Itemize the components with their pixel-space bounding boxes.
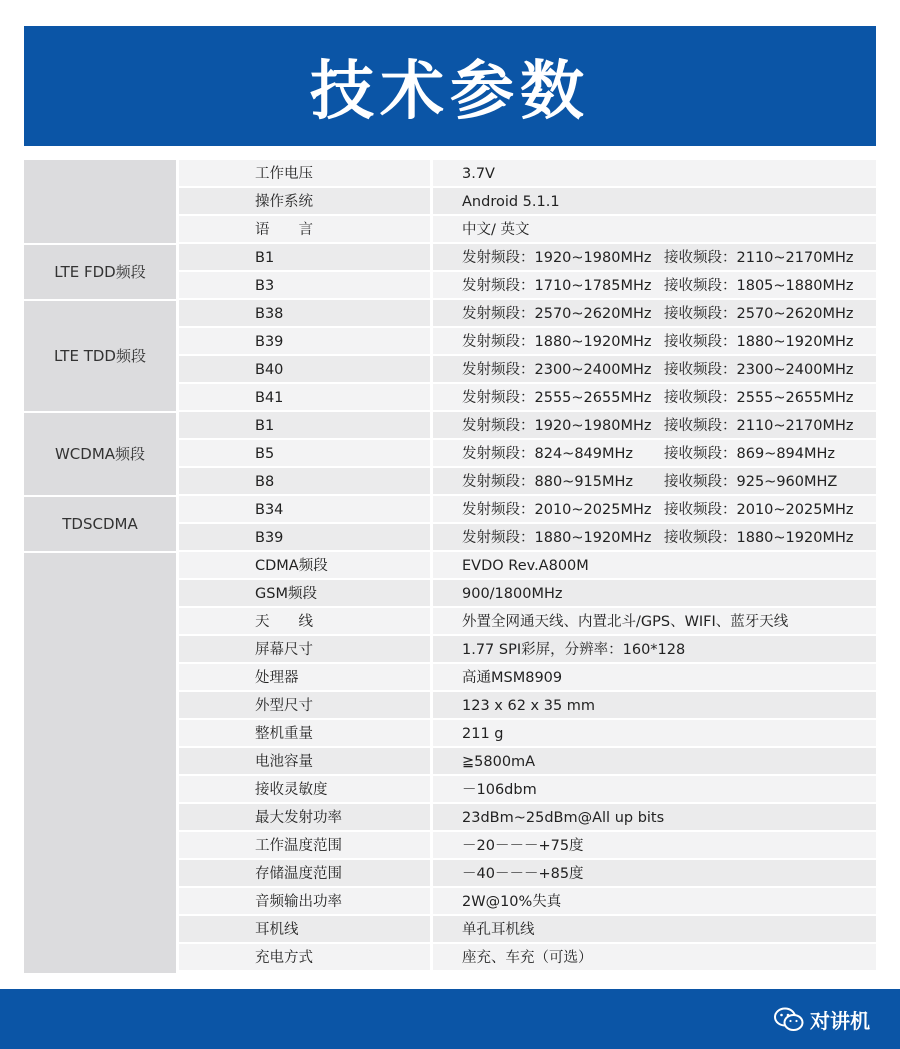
spec-name: B1: [255, 250, 275, 266]
spec-rows: [179, 160, 876, 972]
transmit-band: 发射频段：880~915MHz: [462, 474, 634, 490]
spec-name: 耳机线: [255, 922, 299, 938]
spec-name: 处理器: [255, 670, 299, 686]
category-label: [24, 160, 176, 244]
spec-value-text: 外置全网通天线、内置北斗/GPS、WIFI、蓝牙天线: [462, 614, 789, 630]
spec-row: [179, 748, 876, 776]
spec-value: [433, 216, 876, 244]
wechat-icon: [774, 1007, 804, 1033]
spec-value: [433, 524, 876, 552]
spec-value: [433, 300, 876, 328]
spec-row: [179, 804, 876, 832]
spec-name: 存储温度范围: [255, 866, 342, 882]
spec-value-text: 中文/ 英文: [462, 222, 530, 238]
transmit-band: 发射频段：1880~1920MHz: [462, 530, 652, 546]
spec-row: [179, 160, 876, 188]
spec-value: [433, 412, 876, 440]
spec-value-text: －106dbm: [462, 782, 537, 798]
category-label: WCDMA频段: [54, 445, 146, 463]
spec-value-text: 1.77 SPI彩屏，分辨率：160*128: [462, 642, 686, 658]
spec-name: B38: [255, 306, 284, 322]
spec-name: 操作系统: [255, 194, 313, 210]
spec-name: B1: [255, 418, 275, 434]
spec-value: [433, 160, 876, 188]
spec-name: 电池容量: [255, 754, 313, 770]
spec-row: [179, 188, 876, 216]
spec-row: [179, 944, 876, 972]
spec-name: 接收灵敏度: [255, 782, 328, 798]
spec-value-text: EVDO Rev.A800M: [462, 558, 589, 574]
transmit-band: 发射频段：1710~1785MHz: [462, 278, 652, 294]
spec-value: [433, 356, 876, 384]
spec-value: [433, 440, 876, 468]
spec-value-text: －20－－－+75度: [462, 838, 584, 854]
spec-value: [433, 384, 876, 412]
receive-band: 接收频段：2110~2170MHz: [664, 418, 854, 434]
receive-band: 接收频段：2010~2025MHz: [664, 502, 854, 518]
spec-row: [179, 720, 876, 748]
spec-value: [433, 888, 876, 916]
spec-value: [433, 552, 876, 580]
spec-value-text: 900/1800MHz: [462, 586, 563, 602]
spec-value: [433, 776, 876, 804]
category-column: [24, 160, 176, 973]
spec-value: [433, 636, 876, 664]
spec-row: [179, 916, 876, 944]
spec-value-text: 123 x 62 x 35 mm: [462, 698, 596, 714]
spec-name: 整机重量: [255, 726, 313, 742]
spec-name: 最大发射功率: [255, 810, 342, 826]
spec-value-text: 3.7V: [462, 166, 495, 182]
spec-value: [433, 832, 876, 860]
brand-name: 对讲机: [810, 1009, 870, 1033]
spec-name: 工作温度范围: [255, 838, 342, 854]
spec-row: [179, 496, 876, 524]
spec-value: [433, 188, 876, 216]
spec-value-text: 23dBm~25dBm@All up bits: [462, 810, 665, 826]
spec-name: 音频输出功率: [255, 894, 342, 910]
brand: [774, 1005, 870, 1034]
footer-bar: [0, 989, 900, 1049]
spec-row: [179, 440, 876, 468]
spec-value: [433, 860, 876, 888]
spec-name: CDMA频段: [255, 558, 328, 574]
category-label: LTE FDD频段: [54, 263, 146, 281]
spec-value-text: 座充、车充（可选）: [462, 950, 593, 966]
title-banner: [24, 26, 876, 146]
spec-row: [179, 468, 876, 496]
spec-value: [433, 804, 876, 832]
spec-value: [433, 664, 876, 692]
spec-value-text: 高通MSM8909: [462, 670, 563, 686]
spec-row: [179, 524, 876, 552]
category-label: LTE TDD频段: [54, 347, 146, 365]
transmit-band: 发射频段：2300~2400MHz: [462, 362, 652, 378]
category-label: [24, 552, 176, 972]
spec-name: 语 言: [255, 222, 313, 238]
spec-value: [433, 692, 876, 720]
spec-row: [179, 888, 876, 916]
spec-row: [179, 860, 876, 888]
spec-name: GSM频段: [255, 586, 317, 602]
spec-row: [179, 636, 876, 664]
spec-name: 工作电压: [255, 166, 313, 182]
spec-value-text: 211 g: [462, 726, 504, 742]
spec-name: 屏幕尺寸: [255, 642, 313, 658]
spec-name: B41: [255, 390, 284, 406]
receive-band: 接收频段：869~894MHz: [664, 446, 836, 462]
transmit-band: 发射频段：824~849MHz: [462, 446, 634, 462]
spec-value-text: 单孔耳机线: [462, 922, 535, 938]
spec-value: [433, 272, 876, 300]
transmit-band: 发射频段：2555~2655MHz: [462, 390, 652, 406]
receive-band: 接收频段：2570~2620MHz: [664, 306, 854, 322]
spec-name: B8: [255, 474, 275, 490]
transmit-band: 发射频段：1920~1980MHz: [462, 418, 652, 434]
spec-row: [179, 776, 876, 804]
spec-value-text: ≧5800mA: [462, 754, 536, 770]
spec-value-text: －40－－－+85度: [462, 866, 584, 882]
spec-name: B39: [255, 334, 284, 350]
receive-band: 接收频段：2555~2655MHz: [664, 390, 854, 406]
spec-value: [433, 580, 876, 608]
receive-band: 接收频段：925~960MHZ: [664, 474, 838, 490]
spec-row: [179, 412, 876, 440]
spec-name: 天 线: [255, 614, 313, 630]
spec-row: [179, 216, 876, 244]
spec-name: B3: [255, 278, 275, 294]
spec-row: [179, 384, 876, 412]
receive-band: 接收频段：1880~1920MHz: [664, 530, 854, 546]
spec-value: [433, 944, 876, 972]
spec-name: B34: [255, 502, 284, 518]
spec-row: [179, 552, 876, 580]
spec-row: [179, 356, 876, 384]
spec-row: [179, 664, 876, 692]
transmit-band: 发射频段：1920~1980MHz: [462, 250, 652, 266]
spec-value: [433, 720, 876, 748]
page-title: 技术参数: [310, 55, 590, 129]
transmit-band: 发射频段：2010~2025MHz: [462, 502, 652, 518]
row-divider: [179, 970, 876, 972]
receive-band: 接收频段：1880~1920MHz: [664, 334, 854, 350]
spec-table: [24, 160, 876, 973]
receive-band: 接收频段：2110~2170MHz: [664, 250, 854, 266]
spec-row: [179, 300, 876, 328]
spec-value: [433, 328, 876, 356]
receive-band: 接收频段：1805~1880MHz: [664, 278, 854, 294]
spec-row: [179, 832, 876, 860]
spec-value: [433, 608, 876, 636]
spec-name: B40: [255, 362, 284, 378]
transmit-band: 发射频段：1880~1920MHz: [462, 334, 652, 350]
spec-name: 外型尺寸: [255, 698, 313, 714]
spec-value: [433, 748, 876, 776]
spec-row: [179, 272, 876, 300]
spec-name: 充电方式: [255, 950, 313, 966]
spec-row: [179, 244, 876, 272]
transmit-band: 发射频段：2570~2620MHz: [462, 306, 652, 322]
spec-row: [179, 692, 876, 720]
spec-name: B39: [255, 530, 284, 546]
spec-row: [179, 328, 876, 356]
spec-value: [433, 916, 876, 944]
receive-band: 接收频段：2300~2400MHz: [664, 362, 854, 378]
spec-row: [179, 580, 876, 608]
spec-value: [433, 468, 876, 496]
spec-value: [433, 244, 876, 272]
spec-row: [179, 608, 876, 636]
category-label: TDSCDMA: [62, 515, 138, 533]
spec-value-text: 2W@10%失真: [462, 894, 562, 910]
spec-value: [433, 496, 876, 524]
spec-name: B5: [255, 446, 275, 462]
spec-value-text: Android 5.1.1: [462, 194, 560, 210]
